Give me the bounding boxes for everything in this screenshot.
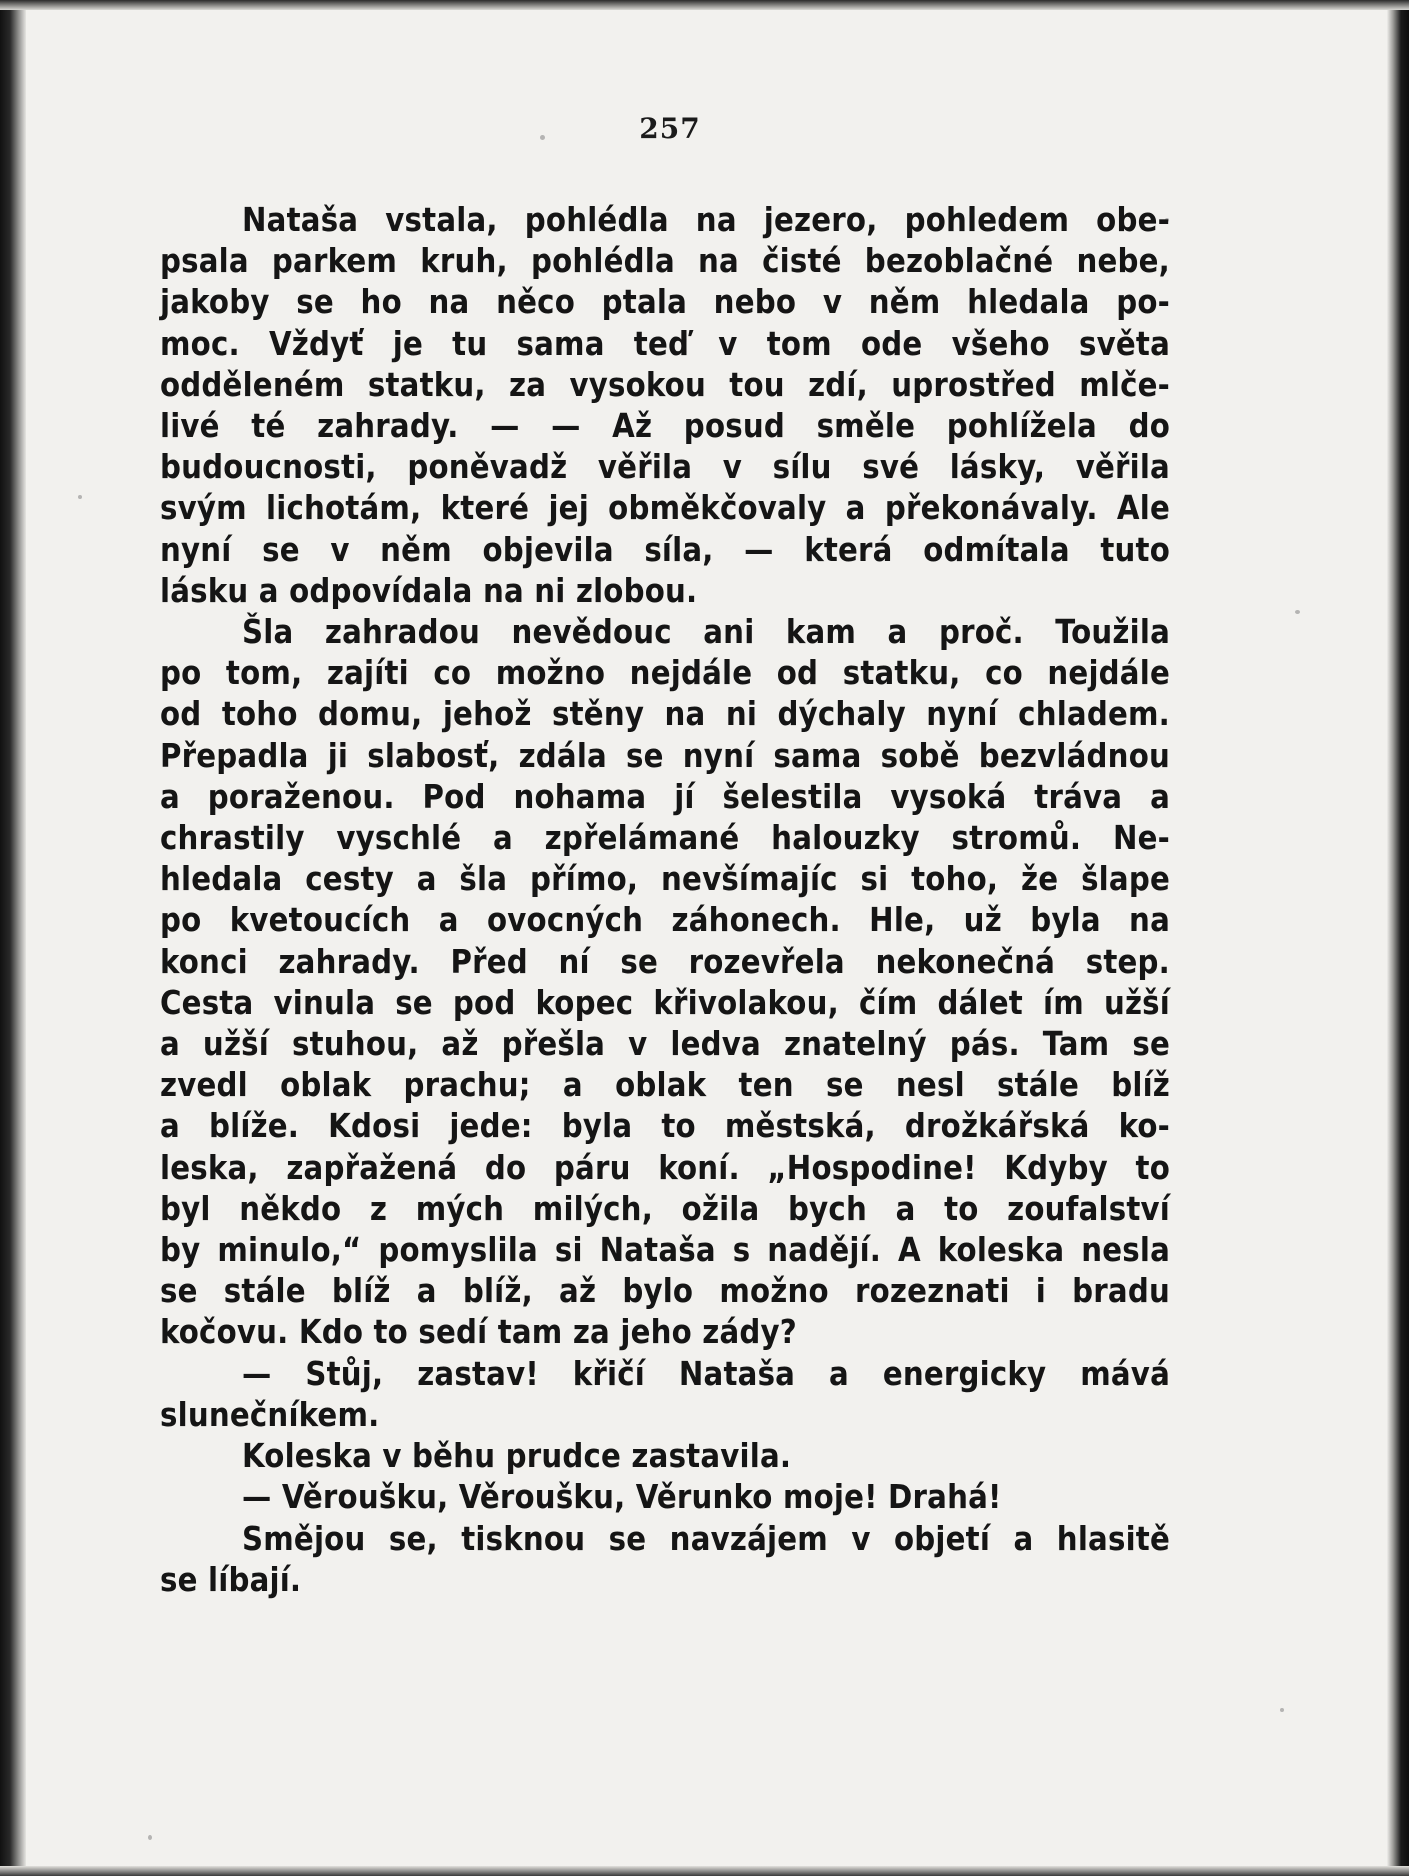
text-line: chrastily vyschlé a zpřelámané halouzky stromů. Ne- bbox=[160, 819, 1170, 858]
paragraph bbox=[160, 1519, 1170, 1601]
text-line: se stále blíž a blíž, až bylo možno rozeznati i bradu bbox=[160, 1272, 1170, 1311]
text-line: Šla zahradou nevědouc ani kam a proč. Toužila bbox=[242, 613, 1170, 652]
text-line: konci zahrady. Před ní se rozevřela nekonečná step. bbox=[160, 942, 1170, 981]
text-line: jakoby se ho na něco ptala nebo v něm hledala po- bbox=[160, 283, 1170, 322]
text-line: — Stůj, zastav! křičí Nataša a energicky mává bbox=[242, 1354, 1170, 1393]
text-line: leska, zapřažená do páru koní. „Hospodine! Kdyby to bbox=[160, 1148, 1170, 1187]
page-number: 257 bbox=[639, 112, 701, 145]
text-line: zvedl oblak prachu; a oblak ten se nesl stále blíž bbox=[160, 1066, 1170, 1105]
text-line: moc. Vždyť je tu sama teď v tom ode všeho světa bbox=[160, 324, 1170, 363]
text-line: budoucnosti, poněvadž věřila v sílu své lásky, věřila bbox=[160, 448, 1170, 487]
text-line: po tom, zajíti co možno nejdále od statku, co nejdále bbox=[160, 654, 1170, 693]
text-line: a blíže. Kdosi jede: byla to městská, drožkářská ko- bbox=[160, 1107, 1170, 1146]
paragraph bbox=[160, 612, 1170, 1354]
text-line: nyní se v něm objevila síla, — která odmítala tuto bbox=[160, 530, 1170, 569]
page-right-edge-shadow bbox=[1387, 0, 1409, 1876]
text-line: Nataša vstala, pohlédla na jezero, pohledem obe- bbox=[242, 201, 1170, 239]
text-line: — Věroušku, Věroušku, Věrunko moje! Drahá! bbox=[242, 1478, 1002, 1517]
paragraph bbox=[160, 1354, 1170, 1436]
text-line: psala parkem kruh, pohlédla na čisté bezoblačné nebe, bbox=[160, 242, 1170, 281]
text-line: byl někdo z mých milých, ožila bych a to zoufalství bbox=[160, 1189, 1170, 1228]
text-line: a poraženou. Pod nohama jí šelestila vysoká tráva a bbox=[160, 777, 1170, 816]
scan-speck bbox=[148, 1835, 152, 1840]
text-line: livé té zahrady. — — Až posud směle pohlížela do bbox=[160, 407, 1170, 446]
text-line: hledala cesty a šla přímo, nevšímajíc si toho, že šlape bbox=[160, 860, 1170, 899]
text-line: od toho domu, jehož stěny na ni dýchaly nyní chladem. bbox=[160, 695, 1170, 734]
paragraph bbox=[160, 1477, 1170, 1518]
text-line: se líbají. bbox=[160, 1560, 302, 1599]
text-line: lásku a odpovídala na ni zlobou. bbox=[160, 571, 698, 610]
text-line: Koleska v běhu prudce zastavila. bbox=[242, 1437, 792, 1476]
body-text bbox=[160, 200, 1170, 1601]
paragraph bbox=[160, 1436, 1170, 1477]
scan-speck bbox=[1295, 610, 1300, 614]
text-line: odděleném statku, za vysokou tou zdí, uprostřed mlče- bbox=[160, 365, 1170, 404]
page-bottom-edge-shadow bbox=[0, 1866, 1409, 1876]
paragraph bbox=[160, 200, 1170, 612]
page-top-edge-shadow bbox=[0, 0, 1409, 10]
text-line: a užší stuhou, až přešla v ledva znatelný pás. Tam se bbox=[160, 1025, 1170, 1064]
page-left-edge-shadow bbox=[0, 0, 26, 1876]
scan-speck bbox=[1280, 1708, 1284, 1712]
text-line: svým lichotám, které jej obměkčovaly a překonávaly. Ale bbox=[160, 489, 1170, 528]
text-line: Smějou se, tisknou se navzájem v objetí a hlasitě bbox=[242, 1519, 1170, 1558]
text-line: kočovu. Kdo to sedí tam za jeho zády? bbox=[160, 1313, 797, 1352]
text-line: Přepadla ji slabosť, zdála se nyní sama sobě bezvládnou bbox=[160, 736, 1170, 775]
text-line: po kvetoucích a ovocných záhonech. Hle, už byla na bbox=[160, 901, 1170, 940]
scan-speck bbox=[540, 135, 545, 140]
text-line: slunečníkem. bbox=[160, 1395, 380, 1434]
text-line: by minulo,“ pomyslila si Nataša s nadějí. A koleska nesla bbox=[160, 1231, 1170, 1270]
scan-speck bbox=[78, 495, 82, 499]
text-line: Cesta vinula se pod kopec křivolakou, čím dálet ím užší bbox=[160, 983, 1170, 1022]
